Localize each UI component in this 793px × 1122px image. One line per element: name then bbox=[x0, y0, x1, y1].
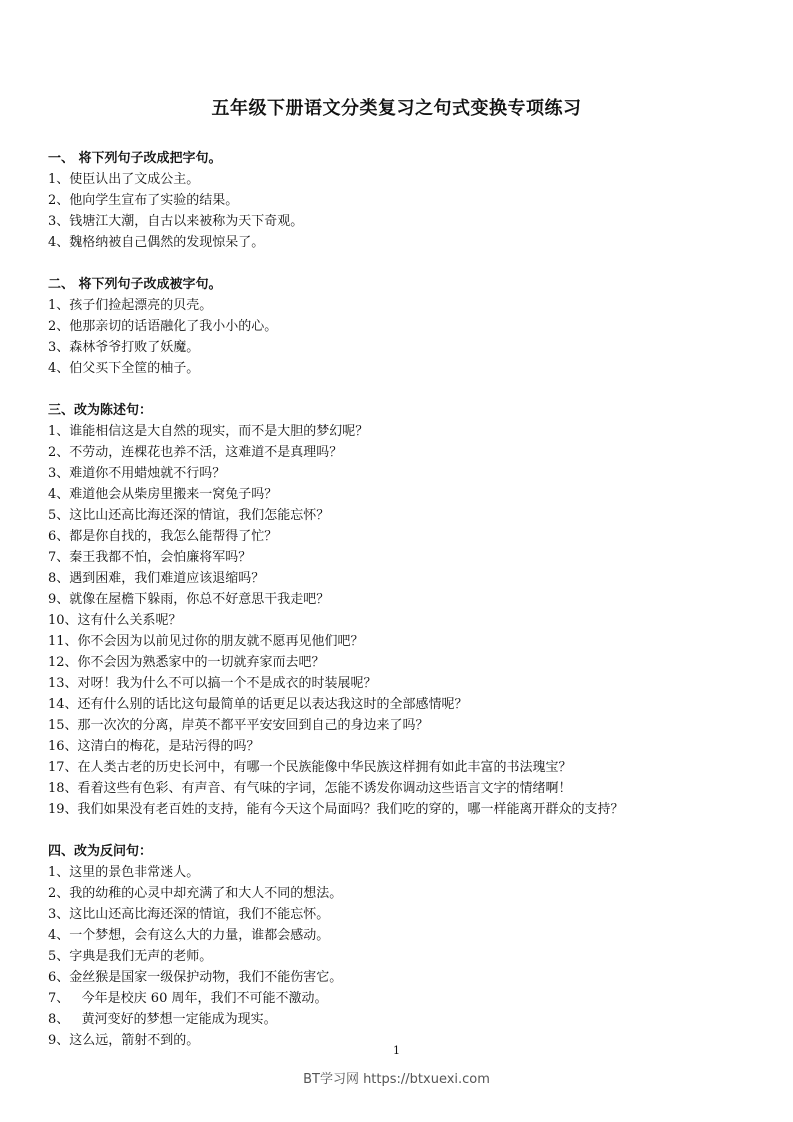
section-rhetorical-questions bbox=[48, 841, 768, 1051]
exercise-item: 2、他向学生宣布了实验的结果。 bbox=[48, 193, 239, 208]
section-heading: 一、 将下列句子改成把字句。 bbox=[48, 151, 222, 166]
exercise-item: 11、你不会因为以前见过你的朋友就不愿再见他们吧？ bbox=[48, 634, 364, 649]
exercise-item: 1、这里的景色非常迷人。 bbox=[48, 865, 200, 880]
exercise-item: 4、伯父买下全筐的柚子。 bbox=[48, 361, 200, 376]
exercise-item: 3、森林爷爷打败了妖魔。 bbox=[48, 340, 200, 355]
exercise-item: 16、这清白的梅花，是玷污得的吗？ bbox=[48, 739, 260, 754]
exercise-item: 9、就像在屋檐下躲雨，你总不好意思干我走吧？ bbox=[48, 592, 330, 607]
section-declarative-sentences bbox=[48, 400, 768, 820]
exercise-item: 13、对呀！我为什么不可以搞一个不是成衣的时装展呢？ bbox=[48, 676, 377, 691]
exercise-item: 3、难道你不用蜡烛就不行吗？ bbox=[48, 466, 226, 481]
exercise-item: 5、这比山还高比海还深的情谊，我们怎能忘怀？ bbox=[48, 508, 330, 523]
page-number: 1 bbox=[393, 1044, 400, 1057]
exercise-item: 3、钱塘江大潮，自古以来被称为天下奇观。 bbox=[48, 214, 304, 229]
exercise-item: 9、这么远，箭射不到的。 bbox=[48, 1033, 200, 1048]
exercise-item: 2、不劳动，连棵花也养不活，这难道不是真理吗？ bbox=[48, 445, 343, 460]
section-heading: 三、改为陈述句： bbox=[48, 403, 153, 418]
exercise-item: 4、难道他会从柴房里搬来一窝兔子吗？ bbox=[48, 487, 278, 502]
exercise-item: 1、谁能相信这是大自然的现实，而不是大胆的梦幻呢？ bbox=[48, 424, 369, 439]
exercise-item: 2、他那亲切的话语融化了我小小的心。 bbox=[48, 319, 278, 334]
exercise-item: 18、看着这些有色彩、有声音、有气味的字词，怎能不诱发你调动这些语言文字的情绪啊！ bbox=[48, 781, 572, 796]
exercise-item: 2、我的幼稚的心灵中却充满了和大人不同的想法。 bbox=[48, 886, 343, 901]
exercise-item: 7、秦王我都不怕，会怕廉将军吗？ bbox=[48, 550, 252, 565]
exercise-item: 8、 黄河变好的梦想一定能成为现实。 bbox=[48, 1012, 277, 1027]
exercise-item: 14、还有什么别的话比这句最简单的话更足以表达我这时的全部感情呢？ bbox=[48, 697, 468, 712]
exercise-item: 1、使臣认出了文成公主。 bbox=[48, 172, 200, 187]
exercise-item: 10、这有什么关系呢？ bbox=[48, 613, 182, 628]
section-heading: 四、改为反问句： bbox=[48, 844, 153, 859]
exercise-item: 7、 今年是校庆 60 周年，我们不可能不激动。 bbox=[48, 991, 328, 1006]
exercise-item: 4、一个梦想，会有这么大的力量，谁都会感动。 bbox=[48, 928, 330, 943]
exercise-item: 5、字典是我们无声的老师。 bbox=[48, 949, 213, 964]
exercise-item: 4、魏格纳被自己偶然的发现惊呆了。 bbox=[48, 235, 265, 250]
site-watermark: BT学习网 https://btxuexi.com bbox=[303, 1072, 490, 1087]
exercise-item: 6、都是你自找的，我怎么能帮得了忙？ bbox=[48, 529, 278, 544]
section-ba-sentences bbox=[48, 148, 768, 253]
section-bei-sentences bbox=[48, 274, 768, 379]
exercise-content bbox=[48, 148, 768, 1051]
exercise-item: 1、孩子们捡起漂亮的贝壳。 bbox=[48, 298, 213, 313]
exercise-item: 17、在人类古老的历史长河中，有哪一个民族能像中华民族这样拥有如此丰富的书法瑰宝？ bbox=[48, 760, 572, 775]
exercise-item: 6、金丝猴是国家一级保护动物，我们不能伤害它。 bbox=[48, 970, 343, 985]
exercise-item: 3、这比山还高比海还深的情谊，我们不能忘怀。 bbox=[48, 907, 330, 922]
section-heading: 二、 将下列句子改成被字句。 bbox=[48, 277, 222, 292]
exercise-item: 19、我们如果没有老百姓的支持，能有今天这个局面吗？我们吃的穿的，哪一样能离开群众的支持？ bbox=[48, 802, 624, 817]
exercise-item: 15、那一次次的分离，岸英不都平平安安回到自己的身边来了吗？ bbox=[48, 718, 429, 733]
document-title: 五年级下册语文分类复习之句式变换专项练习 bbox=[211, 98, 582, 119]
exercise-item: 8、遇到困难，我们难道应该退缩吗？ bbox=[48, 571, 265, 586]
exercise-item: 12、你不会因为熟悉家中的一切就弃家而去吧？ bbox=[48, 655, 325, 670]
